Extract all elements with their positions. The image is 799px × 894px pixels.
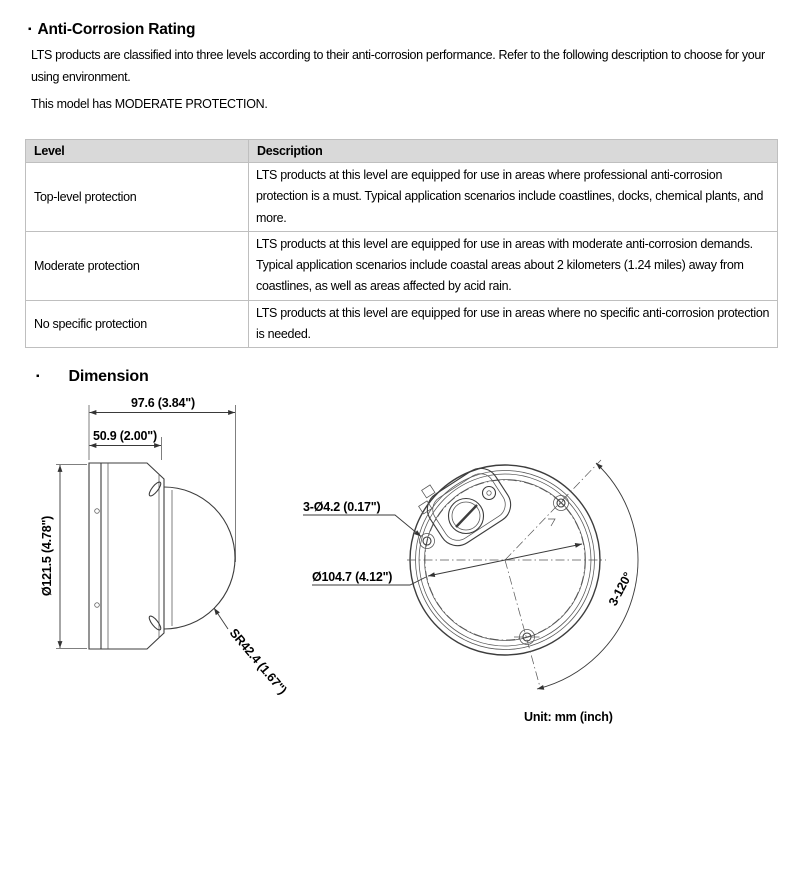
screw-hole	[95, 509, 100, 514]
width-dimension-label: 97.6 (3.84")	[131, 396, 195, 410]
level-cell: No specific protection	[26, 300, 249, 348]
camera-body-outline	[89, 463, 164, 649]
direction-mark	[548, 519, 555, 526]
description-cell: LTS products at this level are equipped for use in areas with moderate anti-corrosion demands. Typical application scenarios include coastal areas about 2 kilometers (1.24 miles) away from coastlines, as well as areas affected by acid rain.	[249, 231, 778, 300]
column-header-level: Level	[26, 140, 249, 163]
unit-note: Unit: mm (inch)	[524, 710, 613, 724]
table-row	[26, 300, 778, 348]
mounting-holes-leader	[303, 515, 421, 537]
mounting-slot	[147, 614, 162, 631]
anti-corrosion-title: Anti-Corrosion Rating	[37, 21, 196, 38]
body-diameter-label: Ø121.5 (4.78")	[40, 515, 54, 597]
table-row	[26, 231, 778, 300]
table-row	[26, 163, 778, 232]
column-header-description: Description	[249, 140, 778, 163]
camera-side-view	[40, 396, 289, 697]
anti-corrosion-table	[25, 139, 778, 348]
level-cell: Moderate protection	[26, 231, 249, 300]
gland-pin	[483, 487, 496, 500]
cable-gland-detail	[419, 461, 518, 552]
mounting-hole-top	[554, 496, 569, 511]
dome-radius-label: SR42.4 (1.67")	[226, 625, 290, 697]
anti-corrosion-heading	[28, 21, 195, 39]
camera-bottom-view	[303, 460, 638, 689]
mounting-hole-bottom	[514, 630, 540, 645]
description-cell: LTS products at this level are equipped for use in areas where no specific anti-corrosion protection is needed.	[249, 300, 778, 348]
intro-paragraph: LTS products are classified into three levels according to their anti-corrosion performance. Refer to the following description to choose for your using environment.	[31, 48, 765, 84]
level-cell: Top-level protection	[26, 163, 249, 232]
front-depth-dimension-label: 50.9 (2.00")	[93, 429, 157, 443]
model-protection-note: This model has MODERATE PROTECTION.	[31, 97, 268, 111]
square-bullet-icon: ▪	[36, 371, 40, 382]
dome-radius-leader	[214, 608, 228, 629]
dimension-heading	[36, 368, 149, 386]
screw-hole	[95, 603, 100, 608]
square-bullet-icon: ▪	[28, 24, 32, 35]
mounting-slot	[147, 480, 162, 497]
bolt-circle-label: Ø104.7 (4.12")	[312, 570, 393, 584]
description-cell: LTS products at this level are equipped for use in areas where professional anti-corrosion protection is a must. Typical application scenarios include coastlines, docks, chemical plants, and more.	[249, 163, 778, 232]
dimension-drawings	[0, 390, 799, 735]
dimension-title: Dimension	[68, 368, 149, 385]
hole-spacing-label: 3-120°	[605, 570, 636, 609]
table-header-row	[26, 140, 778, 163]
dome-outline	[164, 487, 235, 629]
mounting-holes-label: 3-Ø4.2 (0.17")	[303, 500, 381, 514]
